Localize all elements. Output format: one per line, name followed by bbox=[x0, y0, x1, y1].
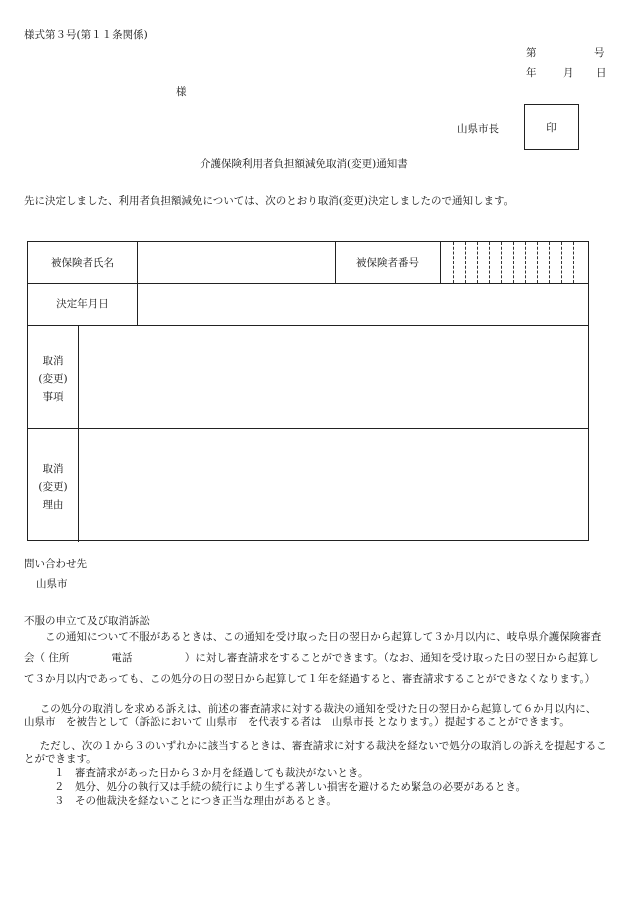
form-number: 様式第３号(第１１条関係) bbox=[24, 29, 148, 41]
contact-heading: 問い合わせ先 bbox=[24, 558, 87, 570]
cancel-matter-label: 取消 (変更) 事項 bbox=[38, 355, 68, 403]
insured-name-label: 被保険者氏名 bbox=[51, 257, 114, 269]
date-month: 月 bbox=[563, 67, 574, 79]
appeal-paragraph-1: この通知について不服があるときは、この通知を受け取った日の翌日から起算して３か月以内に、岐阜県介護保険審査会（ 住所 電話 ）に対し審査請求をすることができます。（なお、通知を受け取った日の翌日から起算して３か月以内であっても、この処分の日の翌日から起算して１年を経過すると、審査請求することができなくなります。） bbox=[24, 631, 602, 685]
appeal-item-2: ２ 処分、処分の執行又は手続の続行により生ずる著しい損害を避けるため緊急の必要があるとき。 bbox=[54, 781, 527, 793]
appeal-item-1: １ 審査請求があった日から３か月を経過しても裁決がないとき。 bbox=[54, 767, 369, 779]
intro-text: 先に決定しました、利用者負担額減免については、次のとおり取消(変更)決定しましたので通知します。 bbox=[24, 195, 515, 207]
document-title: 介護保険利用者負担額減免取消(変更)通知書 bbox=[200, 158, 408, 170]
cancel-reason-label: 取消 (変更) 理由 bbox=[38, 463, 68, 511]
appeal-heading: 不服の申立て及び取消訴訟 bbox=[24, 615, 150, 627]
appeal-paragraph-3: ただし、次の１から３のいずれかに該当するときは、審査請求に対する裁決を経ないで処分の取消しの訴えを提起することができます。 bbox=[24, 740, 607, 765]
issuer: 山県市長 bbox=[457, 123, 499, 135]
seal-text: 印 bbox=[546, 121, 557, 134]
recipient-honorific: 様 bbox=[176, 86, 187, 98]
appeal-paragraph-2: この処分の取消しを求める訴えは、前述の審査請求に対する裁決の通知を受けた日の翌日から起算して６か月以内に、 山県市 を被告として（訴訟において 山県市 を代表する者は 山県市長 となります。）提起することができます。 bbox=[24, 703, 602, 728]
insured-number-label: 被保険者番号 bbox=[356, 257, 419, 269]
date-year: 年 bbox=[526, 67, 537, 79]
appeal-item-3: ３ その他裁決を経ないことにつき正当な理由があるとき。 bbox=[54, 795, 337, 807]
date-day: 日 bbox=[596, 67, 607, 79]
doc-number-prefix: 第 bbox=[526, 47, 537, 59]
contact-name: 山県市 bbox=[36, 578, 68, 590]
seal-box bbox=[524, 104, 579, 150]
decision-date-label: 決定年月日 bbox=[56, 298, 109, 310]
doc-number-suffix: 号 bbox=[594, 47, 605, 59]
info-table bbox=[27, 241, 589, 541]
